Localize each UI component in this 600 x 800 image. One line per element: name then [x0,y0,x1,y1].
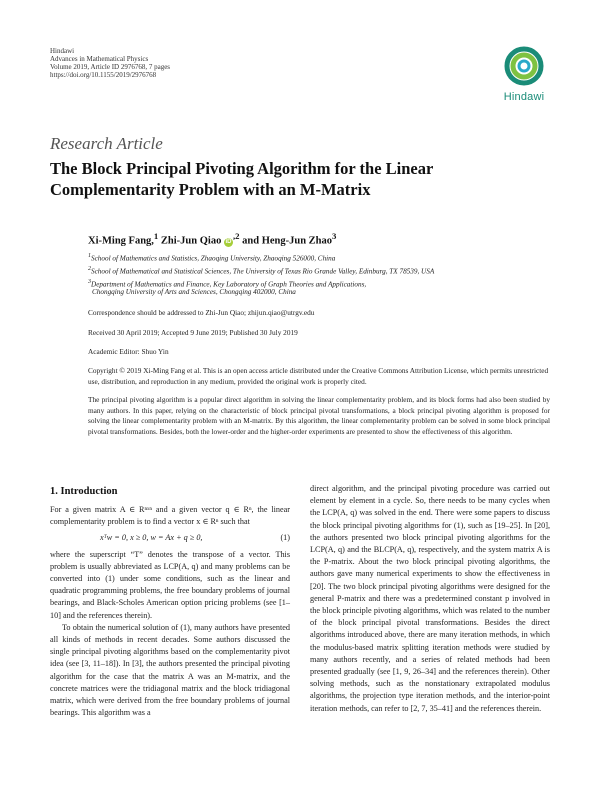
affiliation-2 [88,265,434,276]
doi-link[interactable]: https://doi.org/10.1155/2019/2976768 [50,71,157,79]
affiliation-number: 2 [88,266,91,272]
equation-1 [50,532,290,544]
author-list [88,231,336,247]
title-line-2: Complementarity Problem with an M-Matrix [50,180,371,199]
right-column [310,483,550,715]
paragraph: direct algorithm, and the principal pivoting procedure was carried out element by element in a cycle. So, there needs to be many cycles when the LCP(A, q) was solved in the end. There were some papers to discuss the block principal pivoting algorithms for (1), such as [19–25]. In [20], the authors presented two block principal pivoting algorithms for the LCP(A, q) and the BLCP(A, q), respectively, and the system matrix A is the P-matrix. About the two block principal pivoting algorithms, the authors gave many numerical experiments to show the effectiveness in [20]. The two block principal pivoting algorithms were designed for the general P-matrix and there was a predetermined constant p involved in the block principle pivoting algorithms, which was related to the number of the block principal pivotal transformations. Besides the direct algorithms introduced above, there are many iteration methods, in which the modulus-based matrix splitting iteration methods were studied by many authors recently, and a series of related methods had been presented gradually (see [1, 9, 26–34] and the references therein). Other solving methods, such as the nonstationary extrapolated modulus algorithms, the projection type iteration methods, and the interior-point iteration methods, can refer to [2, 7, 35–41] and the references therein. [310,484,550,713]
author-2-affil: ,2 [232,231,240,241]
hindawi-logo-icon [501,46,547,86]
affiliation-text: School of Mathematics and Statistics, Zhaoqing University, Zhaoqing 526000, China [91,254,336,263]
correspondence: Correspondence should be addressed to Zhi-Jun Qiao; zhijun.qiao@utrgv.edu [88,308,315,317]
affiliation-1 [88,252,335,263]
logo-text: Hindawi [503,91,545,103]
hindawi-logo [497,46,551,106]
affiliation-text: Department of Mathematics and Finance, Key Laboratory of Graph Theories and Applications, [91,280,367,289]
affiliation-text: School of Mathematical and Statistical Sciences, The University of Texas Rio Grande Valley, Edinburg, TX 78539, USA [91,267,435,276]
affiliation-3-cont: Chongqing University of Arts and Sciences, Chongqing 402000, China [92,288,296,296]
journal-name: Advances in Mathematical Physics [50,55,149,63]
paragraph: For a given matrix A ∈ Rⁿˣⁿ and a given vector q ∈ Rⁿ, the linear complementarity problem is to find a vector x ∈ Rⁿ such that [50,505,290,527]
paragraph: where the superscript “T” denotes the transpose of a vector. This problem is usually abbreviated as LCP(A, q) and many problems can be converted into (1) under some conditions, such as the linear and quadratic programming problems, the free boundary problems of journal bearings, and Black-Scholes American option pricing problems (see [1–10] and the references therein). [50,549,290,620]
article-type: Research Article [50,134,163,153]
paragraph: To obtain the numerical solution of (1), many authors have presented all kinds of methods in recent decades. Some authors discussed the single principal pivoting algorithms based on the complementarity pivot idea (see [3, 11–18]). In [3], the authors presented the principal pivoting algorithm for the case that the matrix A was an M-matrix, and the concrete matrices were the tridiagonal matrix and the block tridiagonal matrix, which were derived from the free boundary problems of journal bearings. This algorithm was a [50,622,290,718]
affiliation-number: 3 [88,279,91,285]
author-1[interactable]: Xi-Ming Fang, [88,235,154,247]
article-title [50,158,550,200]
author-3[interactable]: and Heng-Jun Zhao [242,235,333,247]
abstract: The principal pivoting algorithm is a popular direct algorithm in solving the linear complementarity problem, and its block forms had also been studied by many authors. In this paper, relying on the characteristic of block principal pivotal transformations, a block principal pivoting algorithm is proposed for solving the linear complementarity problem with an M-matrix. By this algorithm, the linear complementarity problem can be solved in some block principal pivotal transformations. Besides, both the lower-order and the higher-order experiments are presented to show the effectiveness of this algorithm. [88,395,550,436]
volume-info: Volume 2019, Article ID 2976768, 7 pages [50,63,171,71]
title-line-1: The Block Principal Pivoting Algorithm for the Linear [50,159,434,178]
publication-dates: Received 30 April 2019; Accepted 9 June 2019; Published 30 July 2019 [88,328,298,337]
academic-editor: Academic Editor: Shuo Yin [88,347,169,356]
author-3-affil: 3 [332,231,337,241]
left-column [50,504,290,719]
equation-text: xᵀw = 0, x ≥ 0, w = Ax + q ≥ 0, [100,533,203,543]
publisher-name: Hindawi [50,47,75,55]
equation-number: (1) [280,533,290,543]
section-heading: 1. Introduction [50,486,118,497]
journal-header [50,47,170,79]
affiliation-number: 1 [88,253,91,259]
author-1-affil: 1 [153,231,159,241]
author-2[interactable]: Zhi-Jun Qiao [160,235,222,247]
copyright-notice: Copyright © 2019 Xi-Ming Fang et al. This is an open access article distributed under the Creative Commons Attribution License, which permits unrestricted use, distribution, and reproduction in any medium, provided the original work is properly cited. [88,366,549,386]
orcid-icon[interactable]: iD [225,238,232,245]
